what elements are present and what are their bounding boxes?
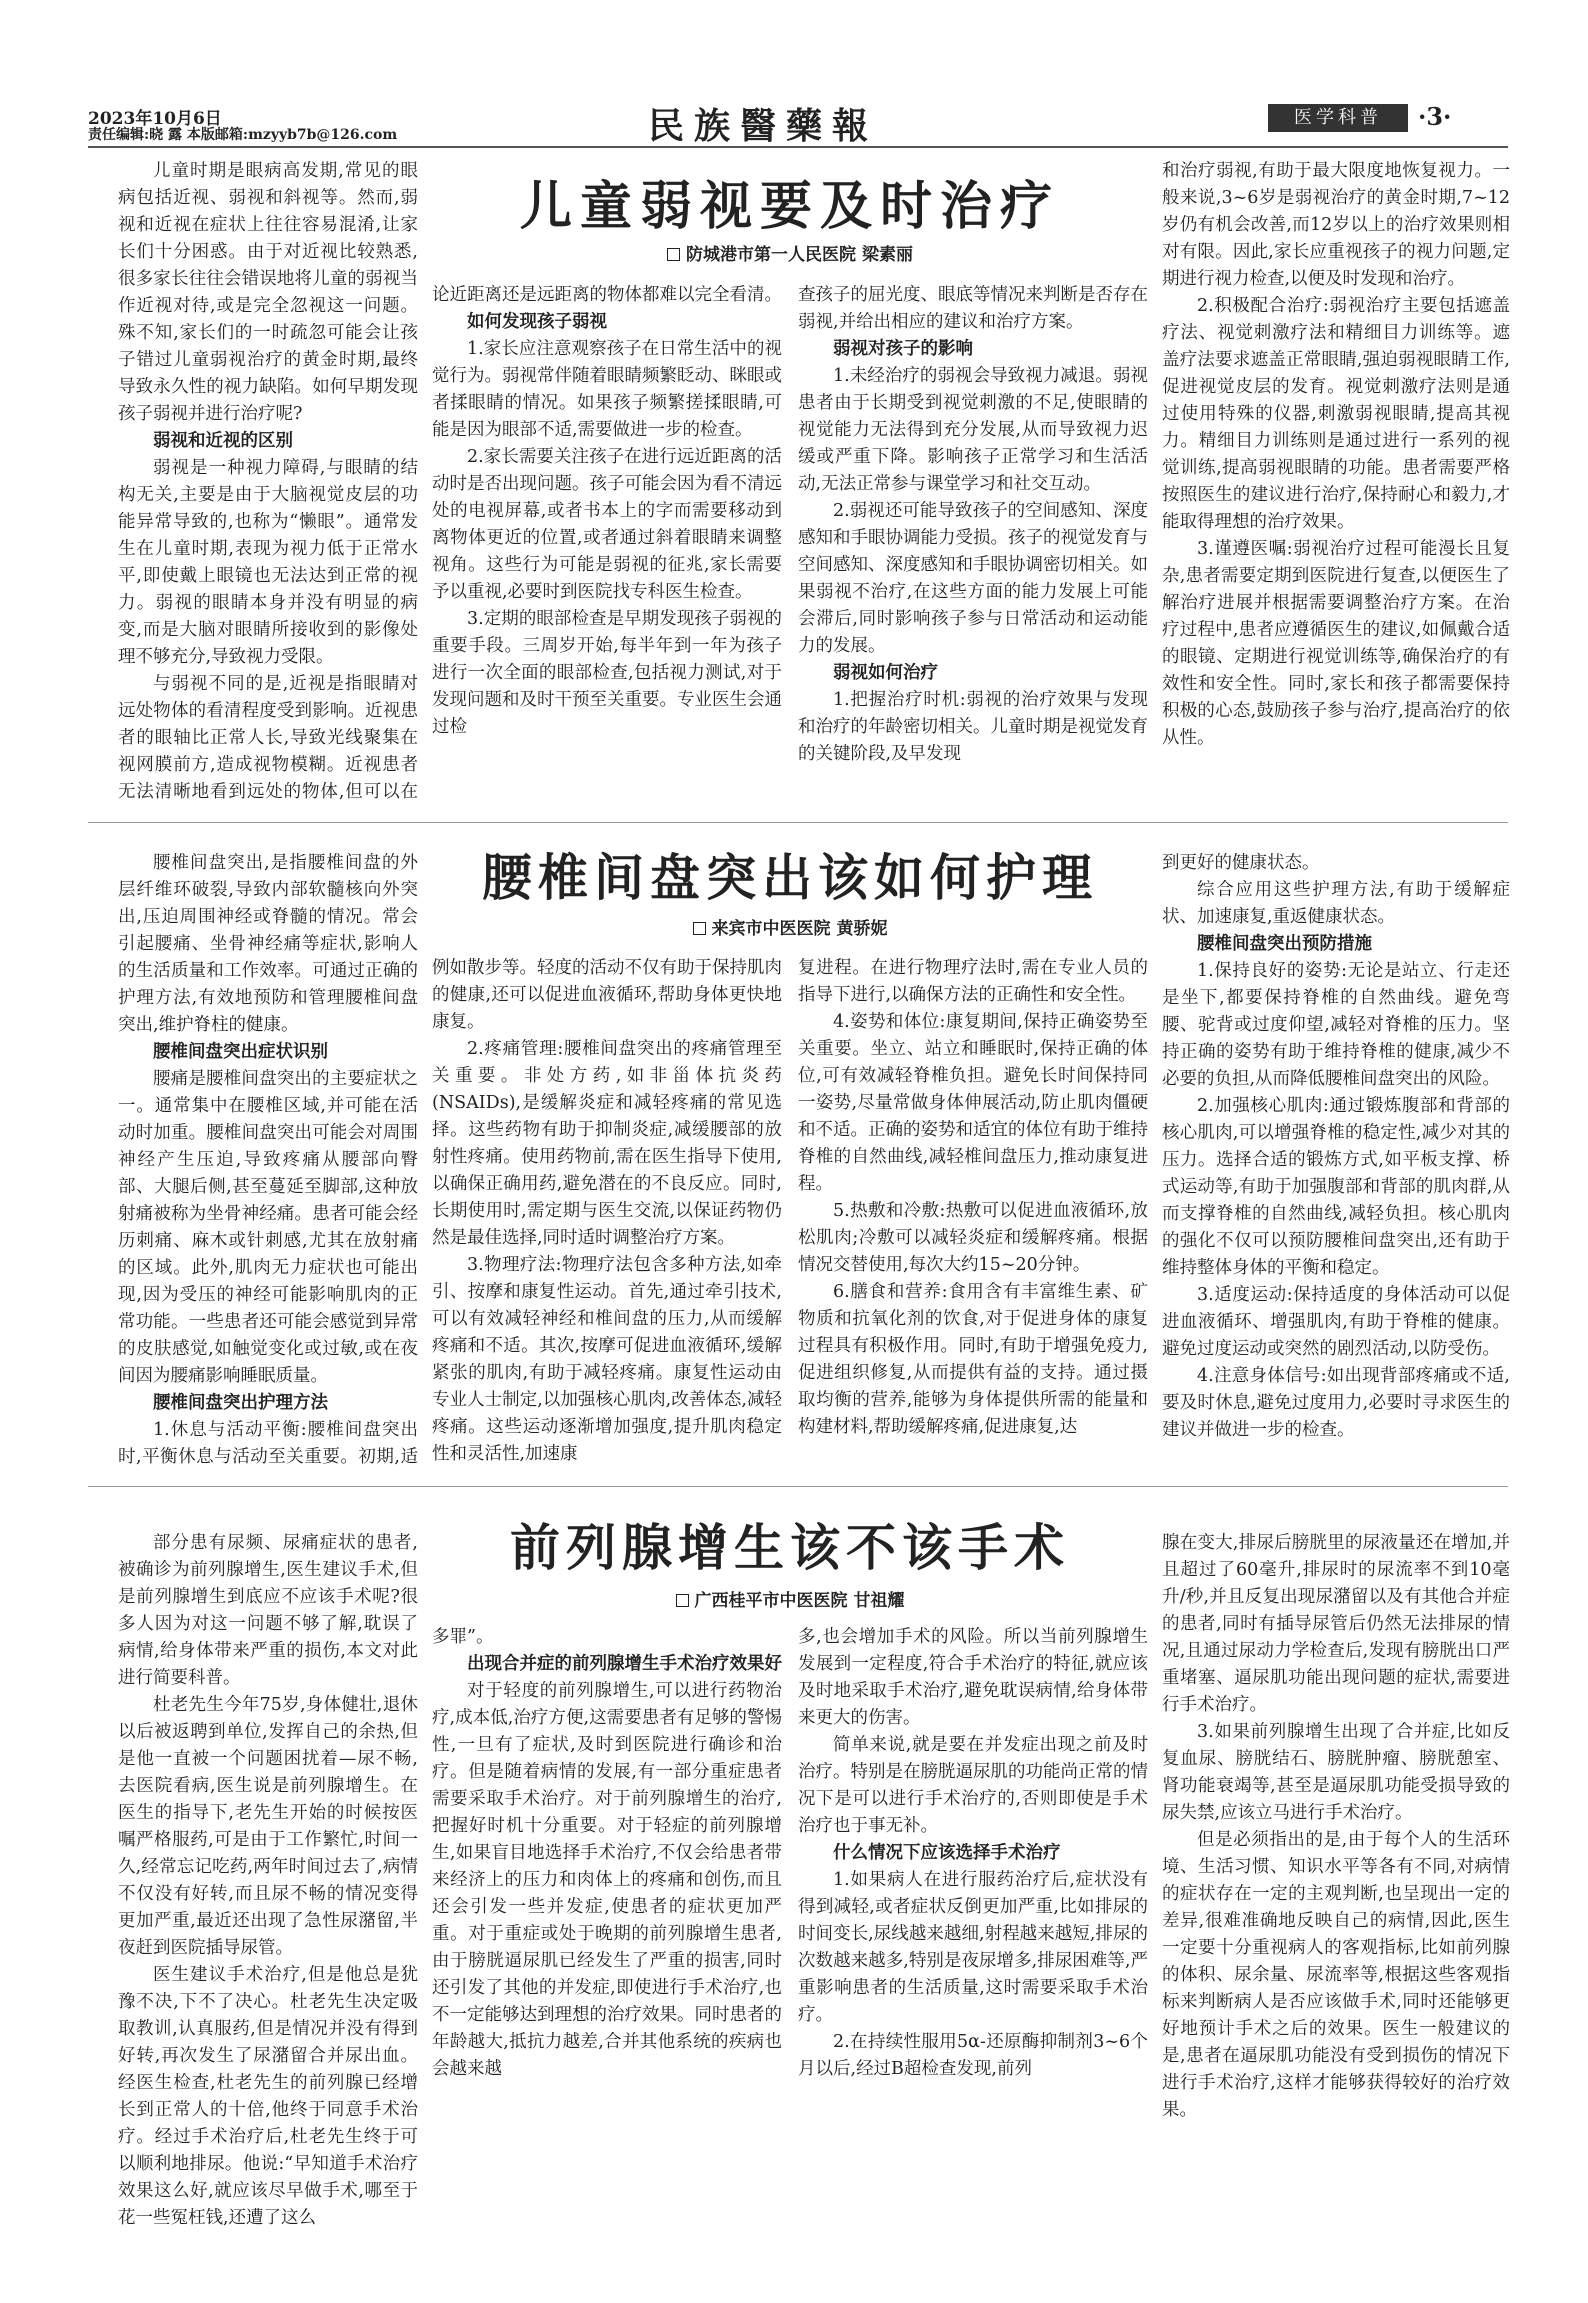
article-column <box>432 282 782 808</box>
byline-box-icon <box>676 1594 689 1607</box>
section-heading: 弱视对孩子的影响 <box>833 339 973 359</box>
article-title: 前列腺增生该不该手术 <box>510 1519 1070 1577</box>
header-rule <box>88 146 1508 148</box>
paragraph: 腰椎间盘突出,是指腰椎间盘的外层纤维环破裂,导致内部软髓核向外突出,压迫周围神经或脊髓的情况。常会引起腰痛、坐骨神经痛等症状,影响人的生活质量和工作效率。可通过正确的护理方法,有效地预防和管理腰椎间盘突出,维护脊柱的健康。 <box>118 853 418 1035</box>
byline-text: 广西桂平市中医医院 甘祖耀 <box>694 1591 905 1611</box>
paragraph: 综合应用这些护理方法,有助于缓解症状、加速康复,重返健康状态。 <box>1162 880 1510 927</box>
paragraph: 2.弱视还可能导致孩子的空间感知、深度感知和手眼协调能力受损。孩子的视觉发育与空间感知、深度感知和手眼协调密切相关。如果弱视不治疗,在这些方面的能力发展上可能会滞后,同时影响孩子参与日常活动和运动能力的发展。 <box>798 501 1148 656</box>
article-column <box>118 850 418 1472</box>
paragraph: 3.适度运动:保持适度的身体活动可以促进血液循环、增强肌肉,有助于脊椎的健康。避免过度运动或突然的剧烈活动,以防受伤。 <box>1162 1285 1510 1359</box>
paragraph: 多,也会增加手术的风险。所以当前列腺增生发展到一定程度,符合手术治疗的特征,就应该及时地采取手术治疗,避免耽误病情,给身体带来更大的伤害。 <box>798 1627 1148 1728</box>
section-heading: 腰椎间盘突出预防措施 <box>1197 934 1372 954</box>
paragraph: 腺在变大,排尿后膀胱里的尿液量还在增加,并且超过了60毫升,排尿时的尿流率不到10毫升/秒,并且反复出现尿潴留以及有其他合并症的患者,同时有插导尿管后仍然无法排尿的情况,且通过尿动力学检查后,发现有膀胱出口严重堵塞、逼尿肌功能出现问题的症状,需要进行手术治疗。 <box>1162 1533 1510 1715</box>
paragraph: 弱视是一种视力障碍,与眼睛的结构无关,主要是由于大脑视觉皮层的功能异常导致的,也称为“懒眼”。通常发生在儿童时期,表现为视力低于正常水平,即使戴上眼镜也无法达到正常的视力。弱视的眼睛本身并没有明显的病变,而是大脑对眼睛所接收到的影像处理不够充分,导致视力受限。 <box>118 458 418 667</box>
paragraph: 2.在持续性服用5α-还原酶抑制剂3~6个月以后,经过B超检查发现,前列 <box>798 2032 1148 2079</box>
paragraph: 2.加强核心肌肉:通过锻炼腹部和背部的核心肌肉,可以增强脊椎的稳定性,减少对其的压力。选择合适的锻炼方式,如平板支撑、桥式运动等,有助于加强腹部和背部的肌肉群,从而支撑脊椎的自然曲线,减轻负担。核心肌肉的强化不仅可以预防腰椎间盘突出,还有助于维持整体身体的平衡和稳定。 <box>1162 1096 1510 1278</box>
paragraph: 杜老先生今年75岁,身体健壮,退休以后被返聘到单位,发挥自己的余热,但是他一直被一个问题困扰着—尿不畅,去医院看病,医生说是前列腺增生。在医生的指导下,老先生开始的时候按医嘱严格服药,可是由于工作繁忙,时间一久,经常忘记吃药,两年时间过去了,病情不仅没有好转,而且尿不畅的情况变得更加严重,最近还出现了急性尿潴留,半夜赶到医院插导尿管。 <box>118 1695 418 1958</box>
article-byline <box>430 240 1150 265</box>
paragraph: 腰痛是腰椎间盘突出的主要症状之一。通常集中在腰椎区域,并可能在活动时加重。腰椎间盘突出可能会对周围神经产生压迫,导致疼痛从腰部向臀部、大腿后侧,甚至蔓延至脚部,这种放射痛被称为坐骨神经痛。患者可能会经历刺痛、麻木或针刺感,尤其在放射痛的区域。此外,肌肉无力症状也可能出现,因为受压的神经可能影响肌肉的正常功能。一些患者还可能会感觉到异常的皮肤感觉,如触觉变化或过敏,或在夜间因为腰痛影响睡眠质量。 <box>118 1069 418 1386</box>
byline-box-icon <box>667 248 680 261</box>
paragraph: 但是必须指出的是,由于每个人的生活环境、生活习惯、知识水平等各有不同,对病情的症状存在一定的主观判断,也呈现出一定的差异,很难准确地反映自己的病情,因此,医生一定要十分重视病人的客观指标,比如前列腺的体积、尿余量、尿流率等,根据这些客观指标来判断病人是否应该做手术,同时还能够更好地预计手术之后的效果。医生一般建议的是,患者在逼尿肌功能没有受到损伤的情况下进行手术治疗,这样才能够获得较好的治疗效果。 <box>1162 1830 1510 2120</box>
page-number: ·3· <box>1418 102 1452 131</box>
article-column <box>432 955 782 1472</box>
section-heading: 腰椎间盘突出护理方法 <box>153 1393 328 1413</box>
article-column <box>118 1530 418 2270</box>
byline-box-icon <box>693 922 706 935</box>
paragraph: 查孩子的屈光度、眼底等情况来判断是否存在弱视,并给出相应的建议和治疗方案。 <box>798 285 1148 332</box>
article-column <box>798 1624 1148 2270</box>
paragraph: 部分患有尿频、尿痛症状的患者,被确诊为前列腺增生,医生建议手术,但是前列腺增生到底应不应该手术呢?很多人因为对这一问题不够了解,耽误了病情,给身体带来严重的损伤,本文对此进行简要科普。 <box>118 1533 418 1688</box>
article-title: 儿童弱视要及时治疗 <box>519 177 1060 237</box>
paragraph: 和治疗弱视,有助于最大限度地恢复视力。一般来说,3~6岁是弱视治疗的黄金时期,7~12岁仍有机会改善,而12岁以上的治疗效果则相对有限。因此,家长应重视孩子的视力问题,定期进行视力检查,以便及时发现和治疗。 <box>1162 161 1510 289</box>
article-column <box>798 282 1148 808</box>
article-column <box>798 955 1148 1472</box>
paragraph: 2.疼痛管理:腰椎间盘突出的疼痛管理至关重要。非处方药,如非甾体抗炎药(NSAIDs),是缓解炎症和减轻疼痛的常见选择。这些药物有助于抑制炎症,减缓腰部的放射性疼痛。使用药物前,需在医生指导下使用,以确保正确用药,避免潜在的不良反应。同时,长期使用时,需定期与医生交流,以保证药物仍然是最佳选择,同时适时调整治疗方案。 <box>432 1039 782 1248</box>
page-header <box>88 102 1508 147</box>
paragraph: 1.家长应注意观察孩子在日常生活中的视觉行为。弱视常伴随着眼睛频繁眨动、眯眼或者揉眼睛的情况。如果孩子频繁搓揉眼睛,可能是因为眼部不适,需要做进一步的检查。 <box>432 339 782 440</box>
section-heading: 腰椎间盘突出症状识别 <box>153 1042 328 1062</box>
paragraph: 多罪”。 <box>432 1627 494 1647</box>
newspaper-name: 民族醫藥報 <box>648 105 879 147</box>
section-heading: 如何发现孩子弱视 <box>467 312 607 332</box>
paragraph: 3.谨遵医嘱:弱视治疗过程可能漫长且复杂,患者需要定期到医院进行复查,以便医生了解治疗进展并根据需要调整治疗方案。在治疗过程中,患者应遵循医生的建议,如佩戴合适的眼镜、定期进行视觉训练等,确保治疗的有效性和安全性。同时,家长和孩子都需要保持积极的心态,鼓励孩子参与治疗,提高治疗的依从性。 <box>1162 539 1510 748</box>
paragraph: 例如散步等。轻度的活动不仅有助于保持肌肉的健康,还可以促进血液循环,帮助身体更快地康复。 <box>432 958 782 1032</box>
paragraph: 4.姿势和体位:康复期间,保持正确姿势至关重要。坐立、站立和睡眠时,保持正确的体位,可有效减轻脊椎负担。避免长时间保持同一姿势,尽量常做身体伸展活动,防止肌肉僵硬和不适。正确的姿势和适宜的体位有助于维持脊椎的自然曲线,减轻椎间盘压力,推动康复进程。 <box>798 1012 1148 1194</box>
article-byline <box>430 1586 1150 1611</box>
paragraph: 儿童时期是眼病高发期,常见的眼病包括近视、弱视和斜视等。然而,弱视和近视在症状上往往容易混淆,让家长们十分困惑。由于对近视比较熟悉,很多家长往往会错误地将儿童的弱视当作近视对待,或是完全忽视这一问题。殊不知,家长们的一时疏忽可能会让孩子错过儿童弱视治疗的黄金时期,最终导致永久性的视力缺陷。如何早期发现孩子弱视并进行治疗呢? <box>118 161 418 424</box>
article-title: 腰椎间盘突出该如何护理 <box>482 849 1098 907</box>
paragraph: 1.休息与活动平衡:腰椎间盘突出时,平衡休息与活动至关重要。初期,适 <box>118 1420 418 1467</box>
paragraph: 4.注意身体信号:如出现背部疼痛或不适,要及时休息,避免过度用力,必要时寻求医生的建议并做进一步的检查。 <box>1162 1366 1510 1440</box>
paragraph: 1.保持良好的姿势:无论是站立、行走还是坐下,都要保持脊椎的自然曲线。避免弯腰、驼背或过度仰望,减轻对脊椎的压力。坚持正确的姿势有助于维持脊椎的健康,减少不必要的负担,从而降低腰椎间盘突出的风险。 <box>1162 961 1510 1089</box>
editor-line: 责任编辑:晓 露 本版邮箱:mzyyb7b@126.com <box>88 127 398 143</box>
paragraph: 3.定期的眼部检查是早期发现孩子弱视的重要手段。三周岁开始,每半年到一年为孩子进行一次全面的眼部检查,包括视力测试,对于发现问题和及时干预至关重要。专业医生会通过检 <box>432 609 782 737</box>
article-divider <box>88 822 1508 823</box>
issue-date: 2023年10月6日 <box>88 109 222 129</box>
paragraph: 2.积极配合治疗:弱视治疗主要包括遮盖疗法、视觉刺激疗法和精细目力训练等。遮盖疗法要求遮盖正常眼睛,强迫弱视眼睛工作,促进视觉皮层的发育。视觉刺激疗法则是通过使用特殊的仪器,刺激弱视眼睛,提高其视力。精细目力训练则是通过进行一系列的视觉训练,提高弱视眼睛的功能。患者需要严格按照医生的建议进行治疗,保持耐心和毅力,才能取得理想的治疗效果。 <box>1162 296 1510 532</box>
article-column <box>1162 850 1510 1472</box>
paragraph: 医生建议手术治疗,但是他总是犹豫不决,下不了决心。杜老先生决定吸取教训,认真服药,但是情况并没有得到好转,再次发生了尿潴留合并尿出血。经医生检查,杜老先生的前列腺已经增长到正常人的十倍,他终于同意手术治疗。经过手术治疗后,杜老先生终于可以顺利地排尿。他说:“早知道手术治疗效果这么好,就应该尽早做手术,哪至于花一些冤枉钱,还遭了这么 <box>118 1965 418 2228</box>
paragraph: 6.膳食和营养:食用含有丰富维生素、矿物质和抗氧化剂的饮食,对于促进身体的康复过程具有积极作用。同时,有助于增强免疫力,促进组织修复,从而提供有益的支持。通过摄取均衡的营养,能够为身体提供所需的能量和构建材料,帮助缓解疼痛,促进康复,达 <box>798 1282 1148 1437</box>
paragraph: 复进程。在进行物理疗法时,需在专业人员的指导下进行,以确保方法的正确性和安全性。 <box>798 958 1148 1005</box>
article-divider <box>88 1486 1508 1487</box>
article-column <box>1162 1530 1510 2270</box>
paragraph: 与弱视不同的是,近视是指眼睛对远处物体的看清程度受到影响。近视患者的眼轴比正常人长,导致光线聚集在视网膜前方,造成视物模糊。近视患者无法清晰地看到远处的物体,但可以在 <box>118 674 418 802</box>
byline-text: 来宾市中医医院 黄骄妮 <box>711 919 888 939</box>
article-column <box>432 1624 782 2270</box>
paragraph: 2.家长需要关注孩子在进行远近距离的活动时是否出现问题。孩子可能会因为看不清远处的电视屏幕,或者书本上的字而需要移动到离物体更近的位置,或者通过斜着眼睛来调整视角。这些行为可能是弱视的征兆,家长需要予以重视,必要时到医院找专科医生检查。 <box>432 447 782 602</box>
article-byline <box>430 914 1150 939</box>
section-badge: 医学科普 <box>1268 104 1408 132</box>
section-heading: 什么情况下应该选择手术治疗 <box>833 1843 1061 1863</box>
paragraph: 3.如果前列腺增生出现了合并症,比如反复血尿、膀胱结石、膀胱肿瘤、膀胱憩室、肾功能衰竭等,甚至是逼尿肌功能受损导致的尿失禁,应该立马进行手术治疗。 <box>1162 1722 1510 1823</box>
section-heading: 弱视如何治疗 <box>833 663 938 683</box>
article-column <box>1162 158 1510 808</box>
paragraph: 到更好的健康状态。 <box>1162 853 1320 873</box>
paragraph: 对于轻度的前列腺增生,可以进行药物治疗,成本低,治疗方便,这需要患者有足够的警惕性,一旦有了症状,及时到医院进行确诊和治疗。但是随着病情的发展,有一部分重症患者需要采取手术治疗。对于前列腺增生的治疗,把握好时机十分重要。对于轻症的前列腺增生,如果盲目地选择手术治疗,不仅会给患者带来经济上的压力和肉体上的疼痛和创伤,而且还会引发一些并发症,使患者的症状更加严重。对于重症或处于晚期的前列腺增生患者,由于膀胱逼尿肌已经发生了严重的损害,同时还引发了其他的并发症,即使进行手术治疗,也不一定能够达到理想的治疗效果。同时患者的年龄越大,抵抗力越差,合并其他系统的疾病也会越来越 <box>432 1681 782 2079</box>
paragraph: 1.未经治疗的弱视会导致视力减退。弱视患者由于长期受到视觉刺激的不足,使眼睛的视觉能力无法得到充分发展,从而导致视力迟缓或严重下降。影响孩子正常学习和生活活动,无法正常参与课堂学习和社交互动。 <box>798 366 1148 494</box>
paragraph: 1.把握治疗时机:弱视的治疗效果与发现和治疗的年龄密切相关。儿童时期是视觉发育的关键阶段,及早发现 <box>798 690 1148 764</box>
paragraph: 5.热敷和冷敷:热敷可以促进血液循环,放松肌肉;冷敷可以减轻炎症和缓解疼痛。根据情况交替使用,每次大约15~20分钟。 <box>798 1201 1148 1275</box>
article-column <box>118 158 418 808</box>
paragraph: 3.物理疗法:物理疗法包含多种方法,如牵引、按摩和康复性运动。首先,通过牵引技术,可以有效减轻神经和椎间盘的压力,从而缓解疼痛和不适。其次,按摩可促进血液循环,缓解紧张的肌肉,有助于减轻疼痛。康复性运动由专业人士制定,以加强核心肌肉,改善体态,减轻疼痛。这些运动逐渐增加强度,提升肌肉稳定性和灵活性,加速康 <box>432 1255 782 1464</box>
paragraph: 论近距离还是远距离的物体都难以完全看清。 <box>432 285 782 305</box>
section-heading: 出现合并症的前列腺增生手术治疗效果好 <box>467 1654 782 1674</box>
section-heading: 弱视和近视的区别 <box>153 431 293 451</box>
paragraph: 1.如果病人在进行服药治疗后,症状没有得到减轻,或者症状反倒更加严重,比如排尿的时间变长,尿线越来越细,射程越来越短,排尿的次数越来越多,特别是夜尿增多,排尿困难等,严重影响患者的生活质量,这时需要采取手术治疗。 <box>798 1870 1148 2025</box>
paragraph: 简单来说,就是要在并发症出现之前及时治疗。特别是在膀胱逼尿肌的功能尚正常的情况下是可以进行手术治疗的,否则即使是手术治疗也于事无补。 <box>798 1735 1148 1836</box>
byline-text: 防城港市第一人民医院 梁素丽 <box>686 245 913 265</box>
